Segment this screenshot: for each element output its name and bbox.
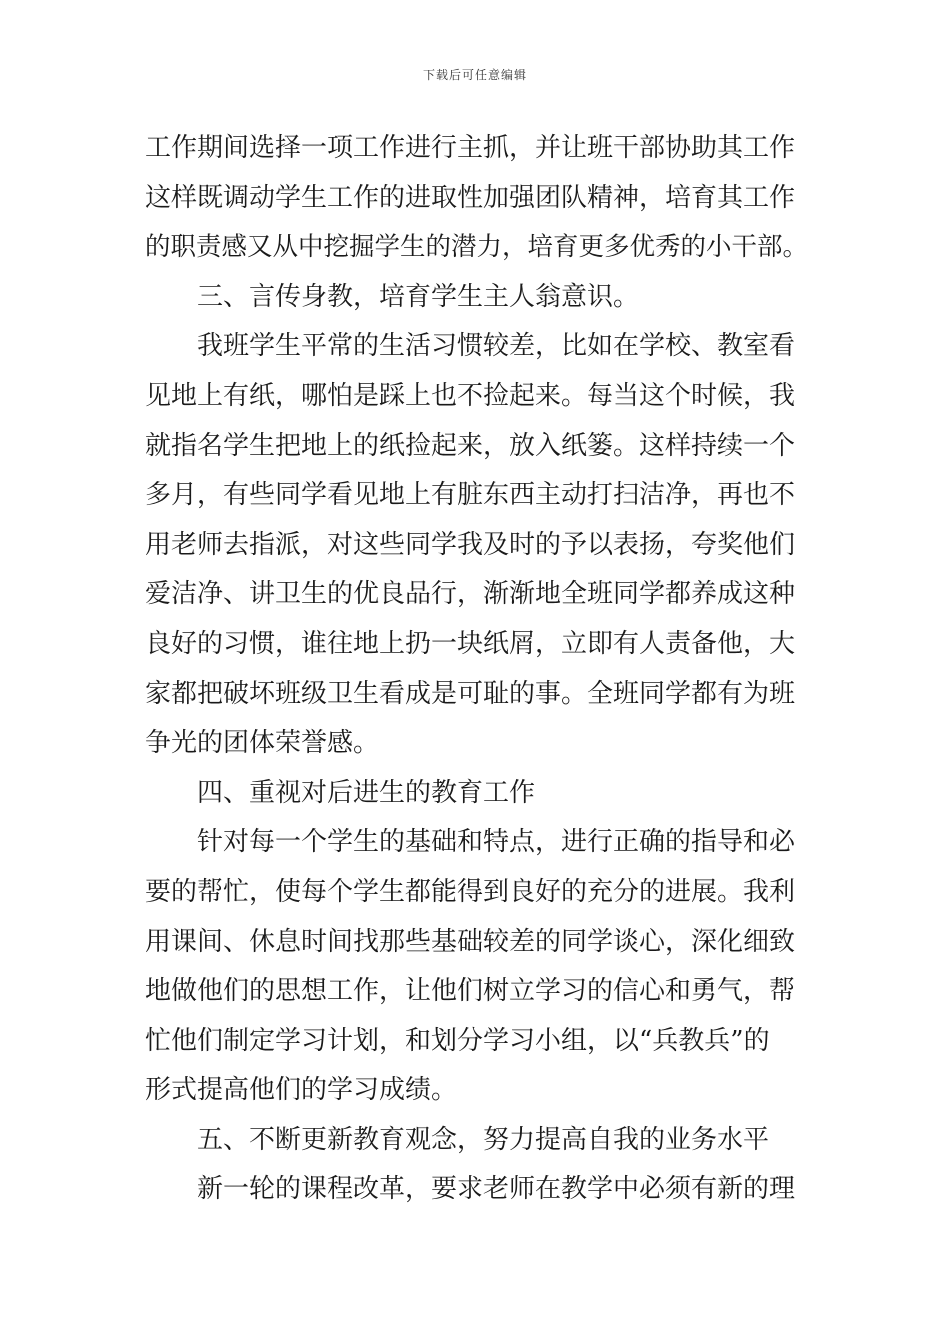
text-line: 我班学生平常的生活习惯较差，比如在学校、教室看 — [197, 331, 796, 362]
text-line: 地做他们的思想工作，让他们树立学习的信心和勇气，帮 — [145, 976, 796, 1007]
text-line: 的职责感又从中挖掘学生的潜力，培育更多优秀的小干部。 — [145, 232, 809, 263]
text-line: 争光的团体荣誉感。 — [145, 728, 380, 759]
text-line: 要的帮忙，使每个学生都能得到良好的充分的进展。我利 — [145, 876, 796, 907]
text-line: 用课间、休息时间找那些基础较差的同学谈心，深化细致 — [145, 926, 796, 957]
text-line: 家都把破坏班级卫生看成是可耻的事。全班同学都有为班 — [145, 678, 796, 709]
text-line: 多月，有些同学看见地上有脏东西主动打扫洁净，再也不 — [145, 480, 796, 511]
text-line: 这样既调动学生工作的进取性加强团队精神，培育其工作 — [145, 182, 796, 213]
text-line: 忙他们制定学习计划，和划分学习小组，以“兵教兵”的 — [145, 1025, 770, 1056]
text-line: 工作期间选择一项工作进行主抓，并让班干部协助其工作 — [145, 133, 796, 163]
text-line: 针对每一个学生的基础和特点，进行正确的指导和必 — [197, 827, 796, 858]
text-line: 用老师去指派，对这些同学我及时的予以表扬，夸奖他们 — [145, 529, 796, 560]
text-line: 良好的习惯，谁往地上扔一块纸屑，立即有人责备他，大 — [145, 628, 796, 659]
text-line: 新一轮的课程改革，要求老师在教学中必须有新的理 — [197, 1174, 796, 1205]
text-line: 形式提高他们的学习成绩。 — [145, 1075, 458, 1106]
header-note: 下载后可任意编辑 — [422, 68, 527, 82]
text-line: 爱洁净、讲卫生的优良品行，渐渐地全班同学都养成这种 — [145, 579, 796, 610]
document-body — [145, 124, 810, 1215]
text-line: 五、不断更新教育观念，努力提高自我的业务水平 — [197, 1124, 770, 1155]
text-line: 就指名学生把地上的纸捡起来，放入纸篓。这样持续一个 — [145, 430, 796, 461]
text-line: 三、言传身教，培育学生主人翁意识。 — [197, 281, 640, 312]
text-line: 见地上有纸，哪怕是踩上也不捡起来。每当这个时候，我 — [145, 380, 796, 411]
text-line: 四、重视对后进生的教育工作 — [197, 777, 536, 808]
